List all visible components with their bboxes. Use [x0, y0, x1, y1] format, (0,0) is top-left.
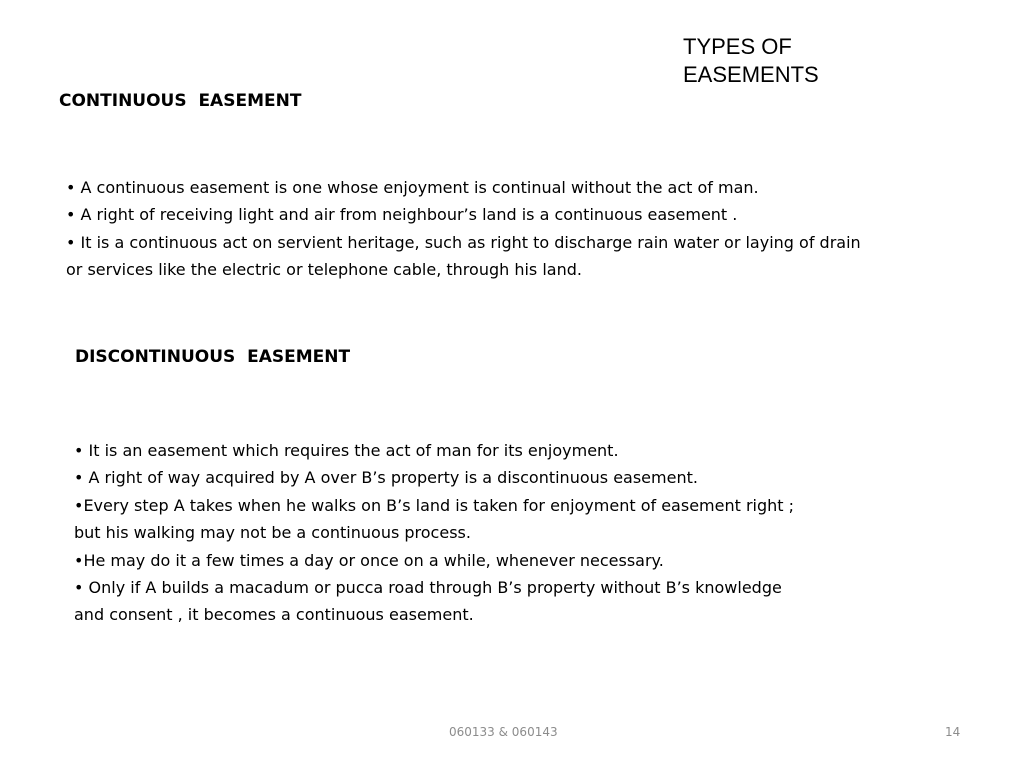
discontinuous-easement-bullets [74, 437, 974, 629]
continuous-easement-heading: CONTINUOUS EASEMENT [59, 91, 302, 111]
footer-text: 060133 & 060143 [449, 725, 558, 739]
discontinuous-easement-heading: DISCONTINUOUS EASEMENT [75, 347, 351, 367]
slide-title [683, 33, 983, 89]
bullet-line: •He may do it a few times a day or once on a while, whenever necessary. [74, 550, 664, 570]
slide-number: 14 [945, 725, 961, 739]
bullet-line: • It is an easement which requires the act of man for its enjoyment. [74, 441, 619, 460]
bullet-line: but his walking may not be a continuous process. [74, 523, 471, 543]
bullet-line: and consent , it becomes a continuous easement. [74, 605, 474, 625]
bullet-line: •Every step A takes when he walks on B’s land is taken for enjoyment of easement right ; [74, 495, 795, 515]
slide-title-line: TYPES OF [683, 34, 792, 59]
slide-title-line: EASEMENTS [683, 62, 819, 87]
bullet-line: • A right of way acquired by A over B’s property is a discontinuous easement. [74, 468, 698, 488]
continuous-easement-bullets [66, 174, 1016, 284]
bullet-line: • It is a continuous act on servient heritage, such as right to discharge rain water or laying of drain [66, 232, 861, 252]
bullet-line: or services like the electric or telephone cable, through his land. [66, 260, 582, 280]
bullet-line: • A continuous easement is one whose enjoyment is continual without the act of man. [66, 178, 759, 197]
bullet-line: • A right of receiving light and air from neighbour’s land is a continuous easement . [66, 205, 738, 225]
bullet-line: • Only if A builds a macadum or pucca road through B’s property without B’s knowledge [74, 578, 782, 598]
